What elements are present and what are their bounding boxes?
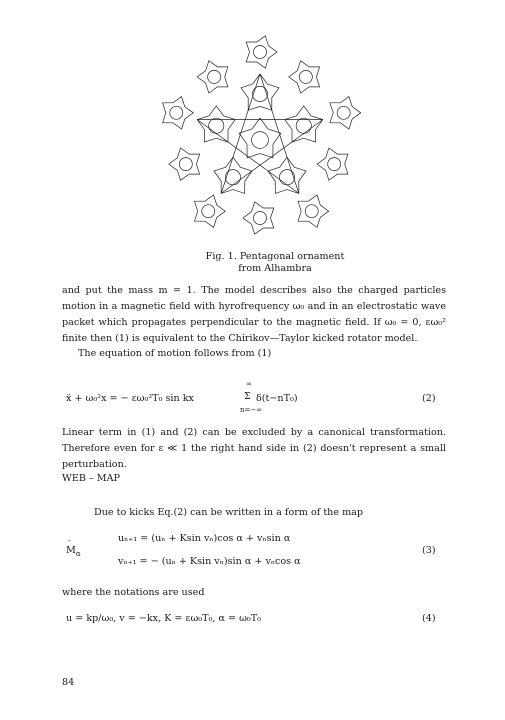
ornament-star xyxy=(241,74,279,110)
paragraph-5: where the notations are used xyxy=(62,587,205,598)
figure-caption-line2: from Alhambra xyxy=(238,263,312,274)
paragraph-1: and put the mass m = 1. The model describes also the charged particles motion in a magnetic field with hyrofrequency ω₀ and in an electrostatic wave packet which propagates perpendicular to the magnetic field. If ω₀ = 0, εω₀² finite then (1) is equivalent to the Chirikov—Taylor kicked rotator model. xyxy=(62,285,446,344)
equation-4-number: (4) xyxy=(422,613,436,624)
ornament-star xyxy=(243,202,274,234)
ornament-star xyxy=(289,61,320,93)
equation-2-number: (2) xyxy=(422,393,436,404)
ornament-ring xyxy=(202,205,215,218)
ornament-ring xyxy=(328,158,341,171)
ornament-ring xyxy=(225,170,240,185)
ornament-ring xyxy=(296,118,311,133)
equation-2-lhs: ẍ + ω₀²x = − εω₀²T₀ sin kx xyxy=(66,393,194,404)
ornament-ring xyxy=(299,70,312,83)
equation-3-map-label xyxy=(66,545,81,556)
ornament-ring xyxy=(252,86,267,101)
pentagonal-ornament-illustration xyxy=(143,30,378,250)
paragraph-3: Linear term in (1) and (2) can be excluded by a canonical transformation. Therefore even for ε ≪ 1 the right hand side in (2) doesn't represent a small perturbation. xyxy=(62,427,446,470)
ornament-star xyxy=(197,61,228,93)
paragraph-2: The equation of motion follows from (1) xyxy=(78,348,272,359)
ornament-ring xyxy=(252,132,269,149)
paragraph-4: Due to kicks Eq.(2) can be written in a form of the map xyxy=(94,507,364,518)
equation-2-sum-bottom: n=−∞ xyxy=(240,406,263,414)
equation-3-map-sub: α xyxy=(75,549,81,558)
equation-3-line2: vₙ₊₁ = − (uₙ + Ksin vₙ)sin α + vₙcos α xyxy=(118,556,301,567)
ornament-star xyxy=(246,36,277,68)
ornament-star xyxy=(163,97,194,129)
ornament-ring xyxy=(208,70,221,83)
ornament-ring xyxy=(254,46,267,59)
ornament-star xyxy=(330,97,361,129)
ornament-ring xyxy=(209,118,224,133)
figure-caption xyxy=(200,251,350,275)
equation-3-line1: uₙ₊₁ = (uₙ + Ksin vₙ)cos α + vₙsin α xyxy=(118,533,291,544)
equation-3-map-letter: M xyxy=(66,545,76,556)
ornament-star xyxy=(169,148,200,180)
equation-3-number: (3) xyxy=(422,545,436,556)
ornament-star xyxy=(317,148,348,180)
ornament-ring xyxy=(179,158,192,171)
equation-3-dash: - xyxy=(68,536,71,545)
ornament-ring xyxy=(279,170,294,185)
equation-2-sum-top: ∞ xyxy=(246,380,252,388)
figure-caption-line1: Fig. 1. Pentagonal ornament xyxy=(205,251,345,262)
ornament-star xyxy=(195,195,226,227)
ornament-star xyxy=(239,118,281,158)
equation-2-sum-sign: Σ xyxy=(244,391,251,402)
section-heading: WEB – MAP xyxy=(62,473,121,484)
equation-4: u = kp/ω₀, v = −kx, K = εω₀T₀, α = ω₀T₀ xyxy=(66,613,262,624)
ornament-ring xyxy=(337,106,350,119)
ornament-star xyxy=(298,195,329,227)
ornament-ring xyxy=(170,106,183,119)
page-number: 84 xyxy=(62,677,75,688)
ornament-ring xyxy=(305,205,318,218)
equation-2-delta: δ(t−nT₀) xyxy=(256,393,298,404)
ornament-ring xyxy=(254,212,267,225)
